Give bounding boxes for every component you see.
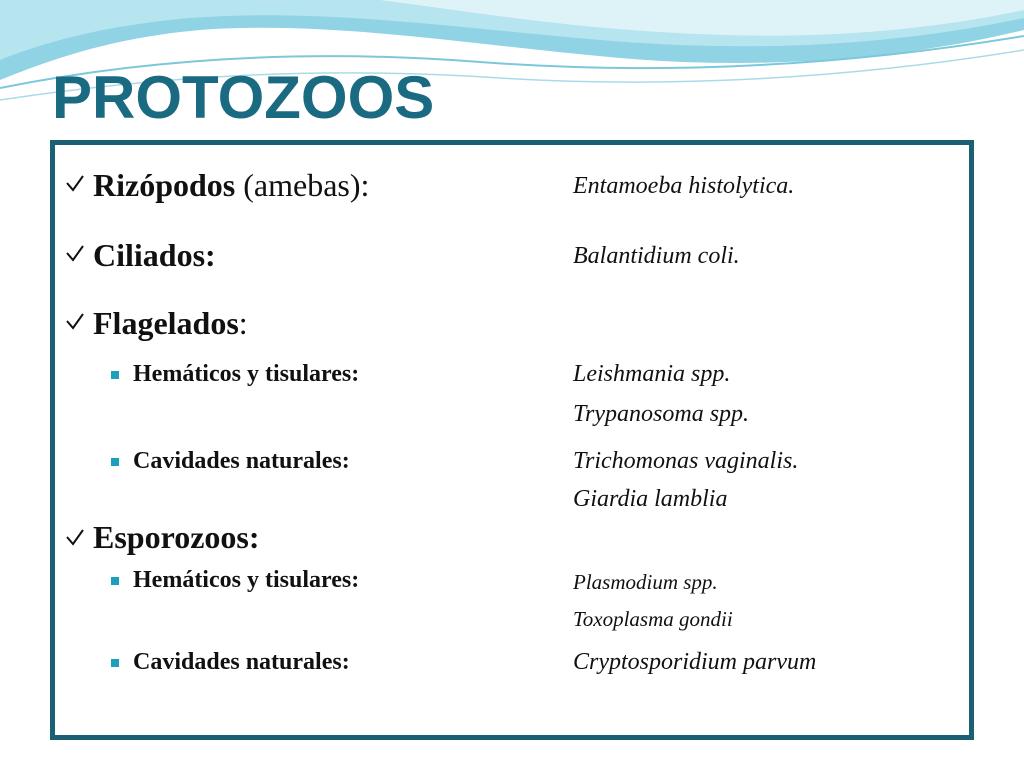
group-flagelados-label: Flagelados: [93,305,248,341]
content-box [50,140,974,740]
species-entamoeba: Entamoeba histolytica. [573,173,795,199]
species-plasmodium: Plasmodium spp. [573,570,718,594]
species-balantidium: Balantidium coli. [573,243,740,269]
checkmark-icon [65,527,85,547]
esporozoos-hematicos-label: Hemáticos y tisulares: [133,567,360,593]
flagelados-cavidades-label: Cavidades naturales: [133,448,350,474]
slide-title: PROTOZOOS [52,64,435,131]
flagelados-hematicos-label: Hemáticos y tisulares: [133,361,360,387]
checkmark-icon [65,311,85,331]
species-leishmania: Leishmania spp. [573,361,731,387]
species-trichomonas: Trichomonas vaginalis. [573,448,799,474]
square-bullet-icon [111,659,119,667]
group-esporozoos-label: Esporozoos: [93,519,260,555]
square-bullet-icon [111,577,119,585]
checkmark-icon [65,243,85,263]
square-bullet-icon [111,371,119,379]
species-trypanosoma: Trypanosoma spp. [573,401,750,427]
square-bullet-icon [111,458,119,466]
checkmark-icon [65,173,85,193]
species-toxoplasma: Toxoplasma gondii [573,607,733,631]
species-cryptosporidium: Cryptosporidium parvum [573,649,817,675]
group-ciliados-label: Ciliados: [93,237,216,273]
species-giardia: Giardia lamblia [573,486,728,512]
esporozoos-cavidades-label: Cavidades naturales: [133,649,350,675]
group-rizopodos-label: Rizópodos (amebas): [93,167,370,203]
